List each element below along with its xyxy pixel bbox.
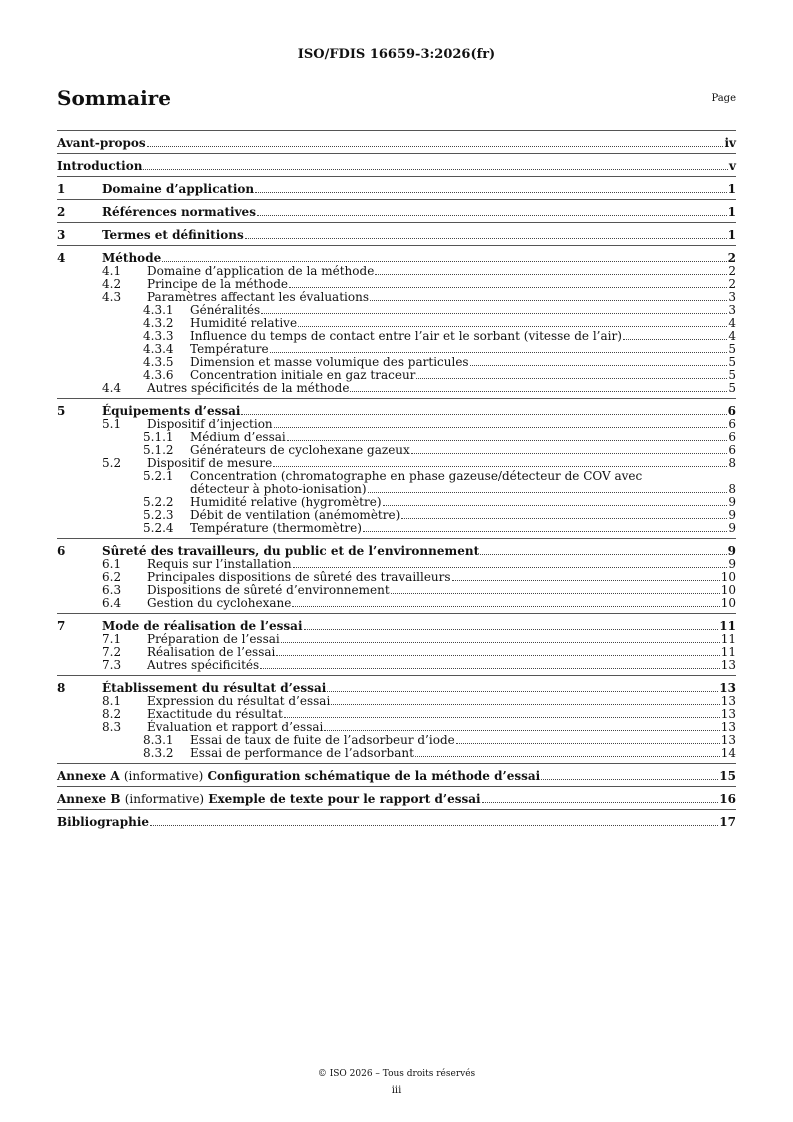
- toc-entry-page: 10: [720, 583, 736, 597]
- toc-entry-text: Paramètres affectant les évaluations: [147, 290, 369, 304]
- toc-entry-number: 8.3.1: [143, 733, 174, 747]
- toc-entry-number: 5.1: [102, 417, 122, 431]
- toc-entry-page: 13: [720, 733, 736, 747]
- toc-entry-number: 5.2.4: [143, 521, 174, 535]
- toc-entry-page: 5: [728, 342, 736, 356]
- toc-entry-text: Température (thermomètre): [190, 521, 362, 535]
- toc-entry-number: 4.3.2: [143, 316, 174, 330]
- dot-leader: [274, 427, 728, 428]
- toc-entry-text-continued: détecteur à photo-ionisation): [190, 482, 367, 496]
- annex-label: Annexe A: [57, 769, 120, 783]
- toc-entry-number: 4: [57, 251, 66, 265]
- toc-entry-text: Dispositif de mesure: [147, 456, 273, 470]
- toc-entry-page: 2: [728, 277, 736, 291]
- dot-leader: [363, 531, 727, 532]
- toc-entry-page: 11: [719, 619, 736, 633]
- toc-entry-page: 6: [727, 404, 736, 418]
- toc-entry-page: 14: [720, 746, 736, 760]
- toc-entry-page: 6: [728, 417, 736, 431]
- toc-entry-page: 1: [727, 205, 736, 219]
- annex-title: Configuration schématique de la méthode d’essai: [207, 769, 541, 783]
- toc-entry-text: Domaine d’application de la méthode: [147, 264, 375, 278]
- dot-leader: [147, 146, 724, 147]
- dot-leader: [327, 691, 718, 692]
- toc-entry-page: 17: [719, 815, 736, 829]
- dot-leader: [284, 717, 720, 718]
- dot-leader: [375, 274, 727, 275]
- dot-leader: [456, 743, 720, 744]
- toc-entry-page: 6: [728, 430, 736, 444]
- toc-entry-number: 8: [57, 681, 66, 695]
- toc-entry-text: Établissement du résultat d’essai: [102, 681, 327, 695]
- dot-leader: [411, 453, 728, 454]
- dot-leader: [143, 169, 728, 170]
- dot-leader: [415, 756, 720, 757]
- toc-entry-page: 1: [727, 182, 736, 196]
- toc-entry-number: 2: [57, 205, 66, 219]
- toc-entry-text: Expression du résultat d’essai: [147, 694, 331, 708]
- toc-entry-page: iv: [724, 136, 736, 150]
- toc-entry-section-1[interactable]: [57, 176, 736, 199]
- toc-entry-page: 9: [728, 495, 736, 509]
- toc-entry-number: 5.2.3: [143, 508, 174, 522]
- toc-entry-page: 6: [728, 443, 736, 457]
- annex-label: Annexe B: [57, 792, 121, 806]
- dot-leader: [298, 326, 727, 327]
- dot-leader: [255, 192, 727, 193]
- toc-entry-page: 13: [720, 707, 736, 721]
- toc-entry-number: 8.3: [102, 720, 122, 734]
- toc-entry-5-2-1[interactable]: [57, 470, 736, 483]
- dot-leader: [261, 313, 727, 314]
- toc-entry-page: 13: [720, 720, 736, 734]
- toc-entry-text: [57, 770, 540, 783]
- toc-entry-number: 4.3.1: [143, 303, 174, 317]
- toc-entry-7-3[interactable]: [57, 659, 736, 675]
- toc-entry-page: 9: [728, 557, 736, 571]
- toc-entry-page: 8: [728, 456, 736, 470]
- toc-entry-page: 13: [719, 681, 736, 695]
- dot-leader: [324, 730, 719, 731]
- dot-leader: [245, 238, 727, 239]
- toc-entry-page: 9: [728, 508, 736, 522]
- toc-entry-text: Autres spécificités de la méthode: [147, 381, 350, 395]
- page-number: iii: [391, 1085, 402, 1096]
- dot-leader: [241, 414, 726, 415]
- toc-entry-page: 10: [720, 570, 736, 584]
- dot-leader: [480, 554, 727, 555]
- toc-entry-text: Gestion du cyclohexane: [147, 596, 292, 610]
- dot-leader: [482, 802, 719, 803]
- toc-entry-text: Bibliographie: [57, 815, 150, 829]
- toc-entry-page: 3: [728, 290, 736, 304]
- toc-entry-text: Dispositif d’injection: [147, 417, 273, 431]
- toc-entry-number: 5.2.2: [143, 495, 174, 509]
- dot-leader: [416, 378, 727, 379]
- dot-leader: [350, 391, 727, 392]
- toc-entry-number: 1: [57, 182, 66, 196]
- toc-entry-number: 5.2: [102, 456, 122, 470]
- toc-entry-page: 10: [720, 596, 736, 610]
- toc-entry-text: Généralités: [190, 303, 261, 317]
- toc-entry-number: 4.3.3: [143, 329, 174, 343]
- toc-entry-number: 4.3.6: [143, 368, 174, 382]
- toc-entry-number: 4.3: [102, 290, 122, 304]
- dot-leader: [273, 466, 727, 467]
- toc-entry-number: 8.2: [102, 707, 122, 721]
- toc-entry-text: Médium d’essai: [190, 430, 286, 444]
- dot-leader: [260, 668, 720, 669]
- toc-entry-number: 8.1: [102, 694, 122, 708]
- toc-entry-introduction[interactable]: [57, 153, 736, 176]
- dot-leader: [470, 365, 728, 366]
- toc-entry-page: 11: [720, 632, 736, 646]
- toc-entry-text: Équipements d’essai: [102, 404, 241, 418]
- toc-entry-number: 6.1: [102, 557, 122, 571]
- toc-entry-avant-propos[interactable]: [57, 130, 736, 153]
- dot-leader: [331, 704, 719, 705]
- toc-entry-page: 15: [719, 769, 736, 783]
- toc-entry-number: 5.2.1: [143, 469, 174, 483]
- toc-entry-page: 8: [728, 482, 736, 496]
- toc-entry-text: Termes et définitions: [102, 228, 244, 242]
- toc-entry-4-4[interactable]: [57, 382, 736, 398]
- toc-entry-text: Générateurs de cyclohexane gazeux: [190, 443, 410, 457]
- toc-entry-text: Essai de taux de fuite de l’adsorbeur d’iode: [190, 733, 455, 747]
- page-column-label: Page: [711, 93, 736, 104]
- copyright-notice: © ISO 2026 – Tous droits réservés: [317, 1069, 476, 1079]
- toc-entry-number: 5.1.2: [143, 443, 174, 457]
- toc-entry-text: Dimension et masse volumique des particules: [190, 355, 469, 369]
- toc-entry-page: 1: [727, 228, 736, 242]
- toc-entry-annexe-a[interactable]: [57, 763, 736, 786]
- annex-note: (informative): [123, 769, 204, 783]
- toc-entry-number: 6.3: [102, 583, 122, 597]
- toc-entry-number: 8.3.2: [143, 746, 174, 760]
- dot-leader: [541, 779, 718, 780]
- toc-entry-bibliographie[interactable]: [57, 809, 736, 832]
- dot-leader: [287, 440, 728, 441]
- toc-entry-section-4[interactable]: [57, 245, 736, 265]
- toc-entry-text: Mode de réalisation de l’essai: [102, 619, 303, 633]
- dot-leader: [289, 287, 727, 288]
- toc-entry-page: 13: [720, 658, 736, 672]
- toc-entry-text: Préparation de l’essai: [147, 632, 280, 646]
- dot-leader: [293, 567, 728, 568]
- toc-entry-number: 4.3.4: [143, 342, 174, 356]
- table-of-contents: [57, 130, 736, 832]
- toc-entry-text: [57, 793, 481, 806]
- toc-entry-text: Concentration (chromatographe en phase gazeuse/détecteur de COV avec: [190, 469, 643, 483]
- toc-entry-text: Requis sur l’installation: [147, 557, 292, 571]
- toc-entry-number: 6.2: [102, 570, 122, 584]
- toc-entry-number: 6: [57, 544, 66, 558]
- dot-leader: [292, 606, 719, 607]
- dot-leader: [304, 629, 719, 630]
- toc-entry-number: 7: [57, 619, 66, 633]
- toc-entry-page: 2: [728, 264, 736, 278]
- toc-entry-8-3-2[interactable]: [57, 747, 736, 763]
- toc-entry-text: Autres spécificités: [147, 658, 260, 672]
- dot-leader: [276, 655, 719, 656]
- toc-entry-number: 7.2: [102, 645, 122, 659]
- dot-leader: [383, 505, 728, 506]
- dot-leader: [162, 261, 726, 262]
- toc-entry-text: Réalisation de l’essai: [147, 645, 276, 659]
- dot-leader: [368, 492, 728, 493]
- toc-entry-number: 3: [57, 228, 66, 242]
- toc-entry-number: 7.1: [102, 632, 122, 646]
- toc-entry-text: Exactitude du résultat: [147, 707, 283, 721]
- toc-entry-page: 13: [720, 694, 736, 708]
- annex-title: Exemple de texte pour le rapport d’essai: [208, 792, 481, 806]
- toc-entry-number: 4.3.5: [143, 355, 174, 369]
- toc-entry-6-4[interactable]: [57, 597, 736, 613]
- toc-entry-number: 5: [57, 404, 66, 418]
- toc-entry-5-2-4[interactable]: [57, 522, 736, 538]
- toc-entry-section-3[interactable]: [57, 222, 736, 245]
- toc-entry-number: 6.4: [102, 596, 122, 610]
- page-title: Sommaire: [57, 86, 171, 110]
- toc-entry-page: 9: [728, 521, 736, 535]
- toc-entry-text: Introduction: [57, 159, 143, 173]
- toc-entry-number: 5.1.1: [143, 430, 174, 444]
- toc-entry-section-6[interactable]: [57, 538, 736, 558]
- toc-entry-text: Concentration initiale en gaz traceur: [190, 368, 416, 382]
- toc-entry-page: 11: [720, 645, 736, 659]
- dot-leader: [150, 825, 718, 826]
- toc-entry-text: Principales dispositions de sûreté des travailleurs: [147, 570, 451, 584]
- toc-entry-section-8[interactable]: [57, 675, 736, 695]
- dot-leader: [401, 518, 727, 519]
- document-id: ISO/FDIS 16659-3:2026(fr): [297, 47, 496, 62]
- toc-entry-page: 5: [728, 355, 736, 369]
- dot-leader: [270, 352, 728, 353]
- toc-entry-text: Méthode: [102, 251, 162, 265]
- toc-entry-page: 16: [719, 792, 736, 806]
- toc-entry-text: Essai de performance de l’adsorbant: [190, 746, 414, 760]
- toc-entry-text: Principe de la méthode: [147, 277, 288, 291]
- dot-leader: [370, 300, 727, 301]
- toc-entry-text: Références normatives: [102, 205, 256, 219]
- toc-entry-text: Domaine d’application: [102, 182, 255, 196]
- toc-entry-page: 5: [728, 368, 736, 382]
- toc-entry-text: Évaluation et rapport d’essai: [147, 720, 324, 734]
- toc-entry-page: 9: [727, 544, 736, 558]
- toc-entry-number: 7.3: [102, 658, 122, 672]
- toc-entry-page: 3: [728, 303, 736, 317]
- toc-entry-text: Humidité relative (hygromètre): [190, 495, 382, 509]
- toc-entry-section-7[interactable]: [57, 613, 736, 633]
- toc-entry-text: Dispositions de sûreté d’environnement: [147, 583, 390, 597]
- dot-leader: [623, 339, 727, 340]
- toc-entry-page: v: [729, 159, 736, 173]
- dot-leader: [281, 642, 720, 643]
- dot-leader: [452, 580, 720, 581]
- toc-entry-text: Influence du temps de contact entre l’air et le sorbant (vitesse de l’air): [190, 329, 622, 343]
- toc-entry-text: Température: [190, 342, 269, 356]
- toc-entry-annexe-b[interactable]: [57, 786, 736, 809]
- toc-entry-text: Débit de ventilation (anémomètre): [190, 508, 401, 522]
- toc-entry-page: 5: [728, 381, 736, 395]
- toc-entry-number: 4.2: [102, 277, 122, 291]
- toc-entry-page: 2: [727, 251, 736, 265]
- toc-entry-section-5[interactable]: [57, 398, 736, 418]
- dot-leader: [391, 593, 720, 594]
- toc-entry-text: Sûreté des travailleurs, du public et de l’environnement: [102, 544, 480, 558]
- toc-entry-page: 4: [728, 316, 736, 330]
- annex-note: (informative): [124, 792, 205, 806]
- toc-entry-number: 4.1: [102, 264, 122, 278]
- toc-entry-page: 4: [728, 329, 736, 343]
- toc-entry-number: 4.4: [102, 381, 122, 395]
- dot-leader: [257, 215, 727, 216]
- toc-entry-text: Humidité relative: [190, 316, 298, 330]
- toc-entry-section-2[interactable]: [57, 199, 736, 222]
- toc-entry-text: Avant-propos: [57, 136, 146, 150]
